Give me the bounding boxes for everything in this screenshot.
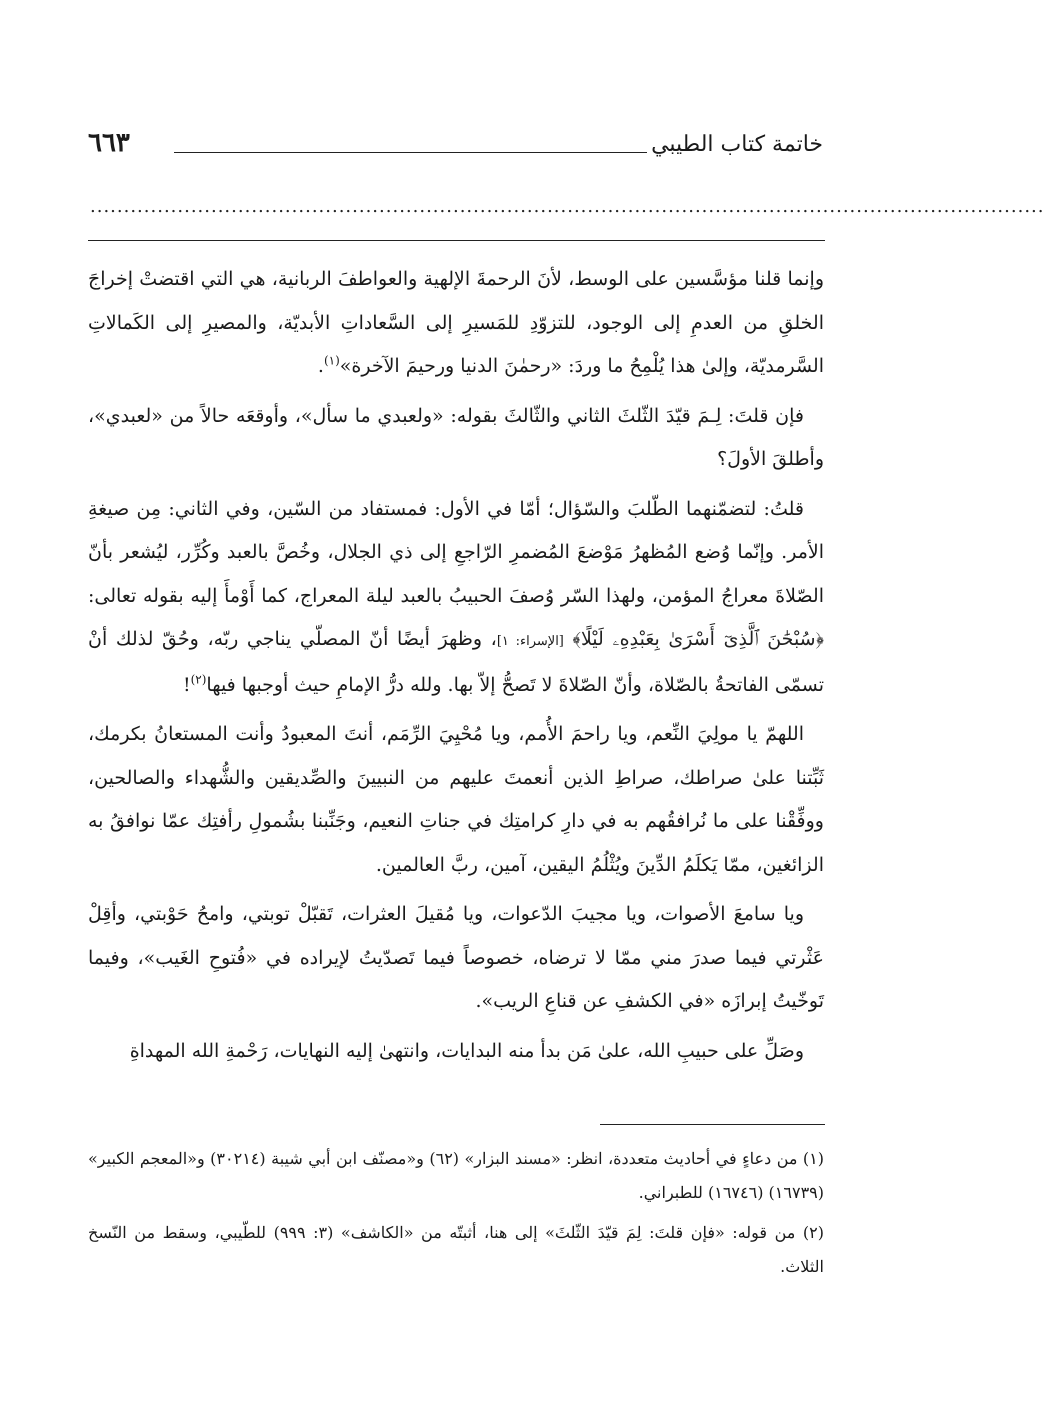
paragraph-1-text: وإنما قلنا مؤسَّسين على الوسط، لأنَ الرحمةَ الإلهية والعواطفَ الربانية، هي التي اقتضتْ إخراجَ الخلقِ من العدمِ إلى الوجود، للتزوّدِ للمَسيرِ إلى السَّعاداتِ الأبديّة، والمصيرِ إلى الكَمالاتِ السَّرمديّة، وإلىٰ هذا يُلْمِحُ ما وردَ: «رحمٰنَ الدنيا ورحيمَ الآخرة»: [88, 268, 824, 377]
page-number: ٦٦٣: [88, 128, 130, 158]
running-title: خاتمة كتاب الطيبي: [651, 132, 823, 157]
footnote-1: (١) من دعاءٍ في أحاديث متعددة، انظر: «مسند البزار» (٦٢) و«مصنّف ابن أبي شيبة (٣٠٢١٤) و«المعجم الكبير» (١٦٧٣٩) (١٦٧٤٦) للطبراني.: [88, 1149, 825, 1202]
paragraph-2: فإن قلتَ: لِـمَ قيّدَ الثّلثَ الثاني والثّالثَ بقوله: «ولعبدي ما سأل»، وأوقعَه حالاً من «لعبدي»، وأطلقَ الأولَ؟: [88, 404, 824, 470]
footnote-2: (٢) من قوله: «فإن قلتَ: لِمَ قيّدَ الثّلثَ» إلى هنا، أثبتّه من «الكاشف» (٣: ٩٩٩) للطّيبي، وسقط من النّسخ الثلاث.: [88, 1223, 825, 1276]
paragraph-1-end: .: [317, 355, 324, 377]
main-text: [88, 258, 824, 1079]
quran-verse: ﴿سُبْحَٰنَ ٱلَّذِىٓ أَسْرَىٰ بِعَبْدِهِۦ لَيْلًا﴾: [572, 628, 825, 650]
footnote-separator: [600, 1124, 825, 1125]
footnote-ref-1: (١): [323, 353, 340, 368]
paragraph-3-part1: قلتُ: لتضمّنهما الطّلبَ والسّؤال؛ أمّا في الأول: فمستفاد من السّين، وفي الثاني: مِن صيغةِ الأمر. وإنّما وُضع المُظهرُ مَوْضعَ المُضمرِ الرّاجعِ إلى ذي الجلال، وخُصَّ بالعبد وكُرِّر، ليُشعر بأنّ الصّلاةَ معراجُ المؤمن، ولهذا السّر وُصفَ الحبيبُ بالعبد ليلة المعراج، كما أَوْمأَ إليه بقوله تعالى:: [88, 497, 824, 607]
paragraph-5: ويا سامعَ الأصوات، ويا مجيبَ الدّعوات، ويا مُقيلَ العثرات، تَقبّلْ توبتي، وامحُ حَوْبتي، وأقِلْ عَثْرتي فيما صدرَ مني ممّا لا ترضاه، خصوصاً فيما تَصدّيتُ لإيراده في «فُتوحِ الغَيب»، وفيما تَوخّيتُ إبرازَه «في الكشفِ عن قناعِ الريب».: [88, 903, 824, 1012]
paragraph-3-end: !: [182, 673, 191, 696]
page-header: [88, 128, 823, 168]
header-rule: [174, 152, 647, 153]
footnote-ref-2: (٢): [190, 672, 207, 687]
top-separator-line: [88, 240, 825, 241]
paragraph-4: اللهمّ يا مولِيَ النِّعم، ويا راحمَ الأُمم، ويا مُحْيِيَ الرِّمَم، أنتَ المعبودُ وأنت المستعانُ بكرمك، ثَبِّتنا علىٰ صراطك، صراطِ الذين أنعمتَ عليهم من النبيينَ والصِّديقين والشُّهداء والصالحين، ووفِّقْنا على ما نُرافقُهم به في دارِ كرامتِك في جناتِ النعيم، وجَنِّبنا بشُمولِ رأفتِك عمّا نوافقُ به الزائغين، ممّا يَكلَمُ الدِّينَ ويُثْلُمُ اليقين، آمين، ربَّ العالمين.: [88, 723, 824, 876]
quran-reference: [الإسراء: ١]: [496, 634, 564, 649]
dotted-separator: ..............................................................................................................................................: [90, 196, 1044, 217]
paragraph-6: وصَلِّ على حبيبِ الله، علىٰ مَن بدأ منه البدايات، وانتهىٰ إليه النهايات، رَحْمةِ الله المهداةِ: [129, 1039, 804, 1062]
paragraph-3-part2: ، وظهرَ أيضًا أنّ المصلّي يناجي ربّه، وحُقّ لذلك أنْ تسمّى الفاتحةُ بالصّلاة، وأنّ الصّلاةَ لا تَصحُّ إلاّ بها. ولله درُّ الإمامِ حيث أوجبها فيها: [88, 628, 824, 696]
paragraph-3: [88, 488, 824, 708]
footnotes: [88, 1142, 824, 1290]
paragraph-1: [88, 258, 824, 389]
